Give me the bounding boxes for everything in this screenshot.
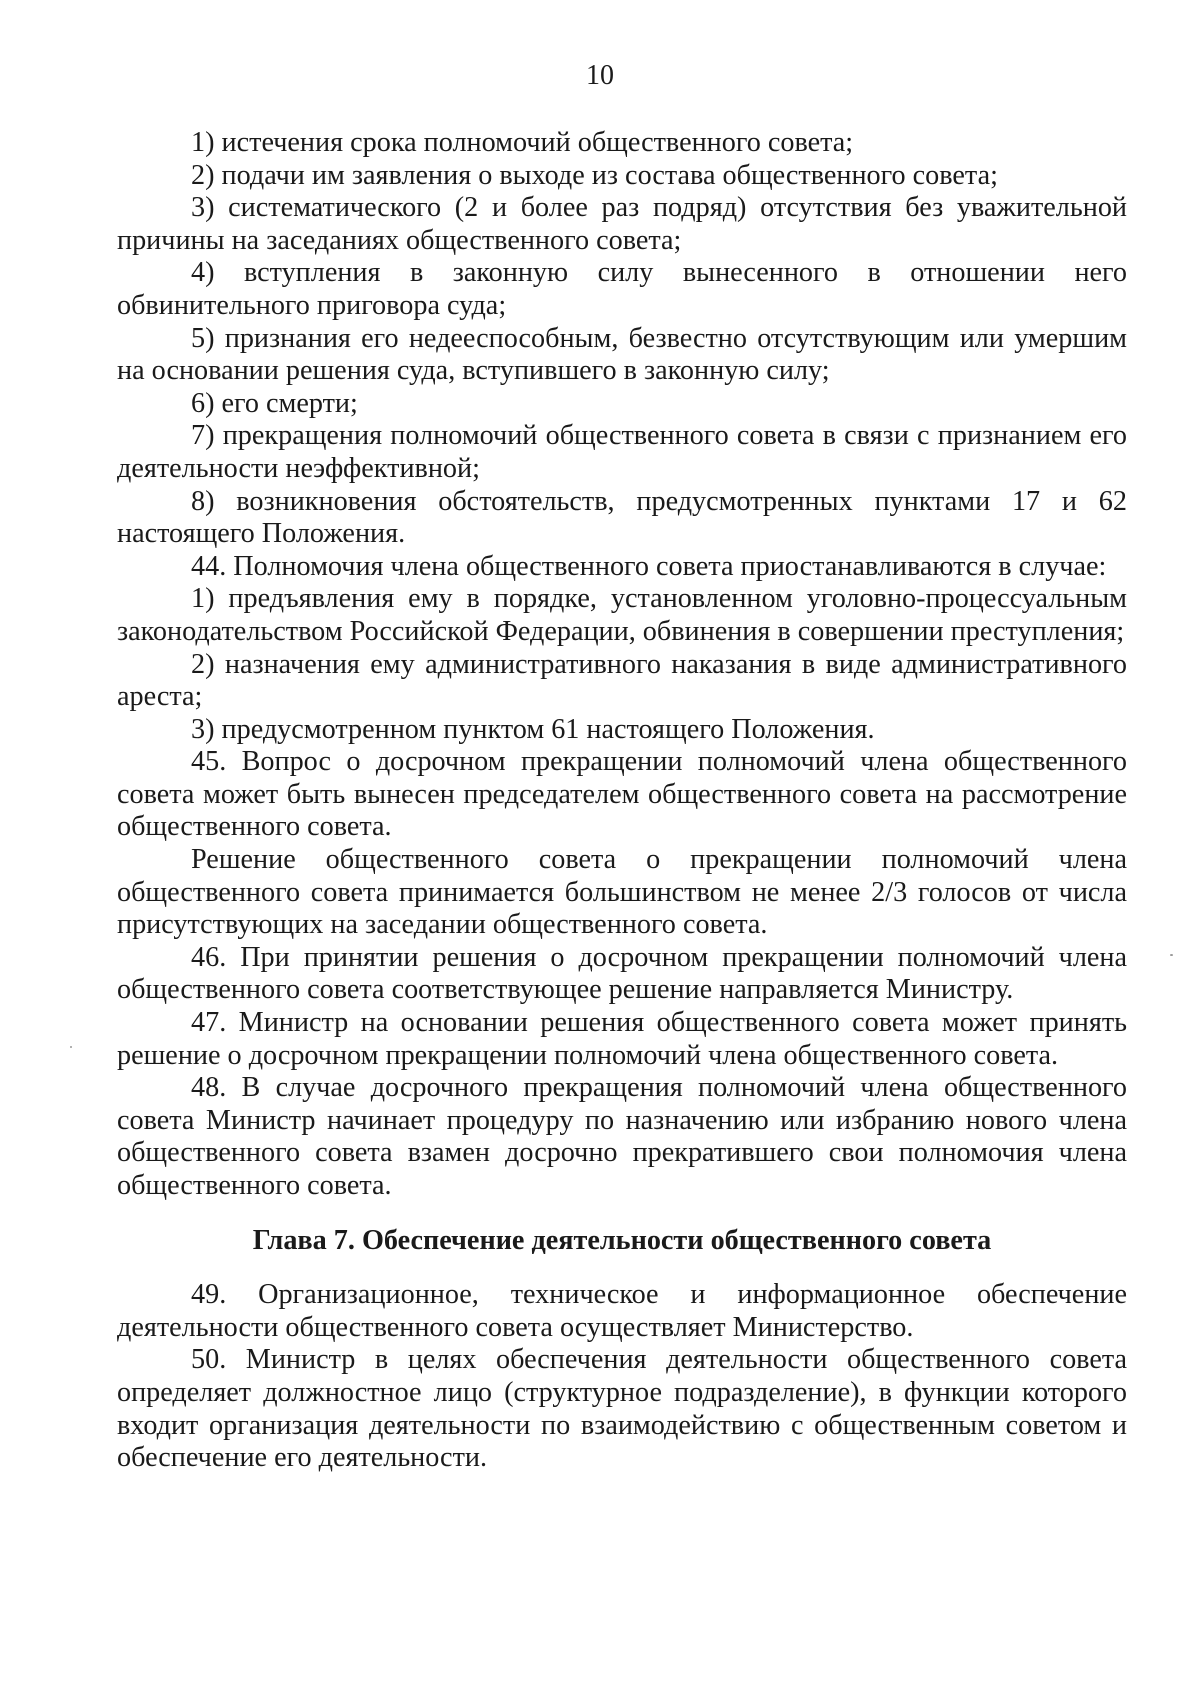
list-item-resignation: 2) подачи им заявления о выходе из состава общественного совета;: [191, 159, 998, 191]
clause-48: 48. В случае досрочного прекращения полномочий члена общественного совета Министр начинает процедуру по назначению или избранию нового члена общественного совета взамен досрочно прекратившего свои полномочия члена общественного совета.: [117, 1072, 1127, 1201]
page-number: 10: [586, 60, 614, 91]
scan-speck: [70, 1046, 72, 1048]
list-item-council-termination: 7) прекращения полномочий общественного совета в связи с признанием его деятельности неэффективной;: [117, 420, 1127, 484]
list-item-absence: 3) систематического (2 и более раз подряд) отсутствия без уважительной причины на заседаниях общественного совета;: [117, 192, 1127, 256]
list-item-expiry: 1) истечения срока полномочий общественного совета;: [191, 127, 854, 158]
clause-44-item-3: 3) предусмотренном пунктом 61 настоящего Положения.: [191, 713, 875, 745]
list-item-death: 6) его смерти;: [191, 387, 358, 419]
clause-49: 49. Организационное, техническое и информационное обеспечение деятельности общественного совета осуществляет Министерство.: [117, 1279, 1127, 1343]
clause-44-item-2: 2) назначения ему административного наказания в виде административного ареста;: [117, 648, 1127, 713]
clause-44: 44. Полномочия члена общественного совета приостанавливаются в случае:: [191, 550, 1107, 582]
scan-speck: [1170, 954, 1173, 956]
chapter-title: Глава 7. Обеспечение деятельности общественного совета: [252, 1224, 992, 1256]
list-item-circumstances: 8) возникновения обстоятельств, предусмотренных пунктами 17 и 62 настоящего Положения.: [117, 485, 1127, 550]
clause-44-item-1: 1) предъявления ему в порядке, установленном уголовно-процессуальным законодательством Российской Федерации, обвинения в совершении преступления;: [117, 583, 1127, 647]
clause-47: 47. Министр на основании решения общественного совета может принять решение о досрочном прекращении полномочий члена общественного совета.: [117, 1007, 1127, 1071]
clause-50: 50. Министр в целях обеспечения деятельности общественного совета определяет должностное лицо (структурное подразделение), в функции которого входит организация деятельности по взаимодействию с общественным советом и обеспечение его деятельности.: [117, 1344, 1127, 1474]
document-body: [117, 127, 1127, 1475]
list-item-incapacity: 5) признания его недееспособным, безвестно отсутствующим или умершим на основании решения суда, вступившего в законную силу;: [117, 322, 1127, 387]
clause-45-decision: Решение общественного совета о прекращении полномочий члена общественного совета принимается большинством не менее 2/3 голосов от числа присутствующих на заседании общественного совета.: [117, 844, 1127, 941]
list-item-conviction: 4) вступления в законную силу вынесенного в отношении него обвинительного приговора суда;: [117, 257, 1127, 321]
clause-46: 46. При принятии решения о досрочном прекращении полномочий члена общественного совета соответствующее решение направляется Министру.: [117, 941, 1127, 1006]
clause-45: 45. Вопрос о досрочном прекращении полномочий члена общественного совета может быть вынесен председателем общественного совета на рассмотрение общественного совета.: [117, 746, 1127, 843]
